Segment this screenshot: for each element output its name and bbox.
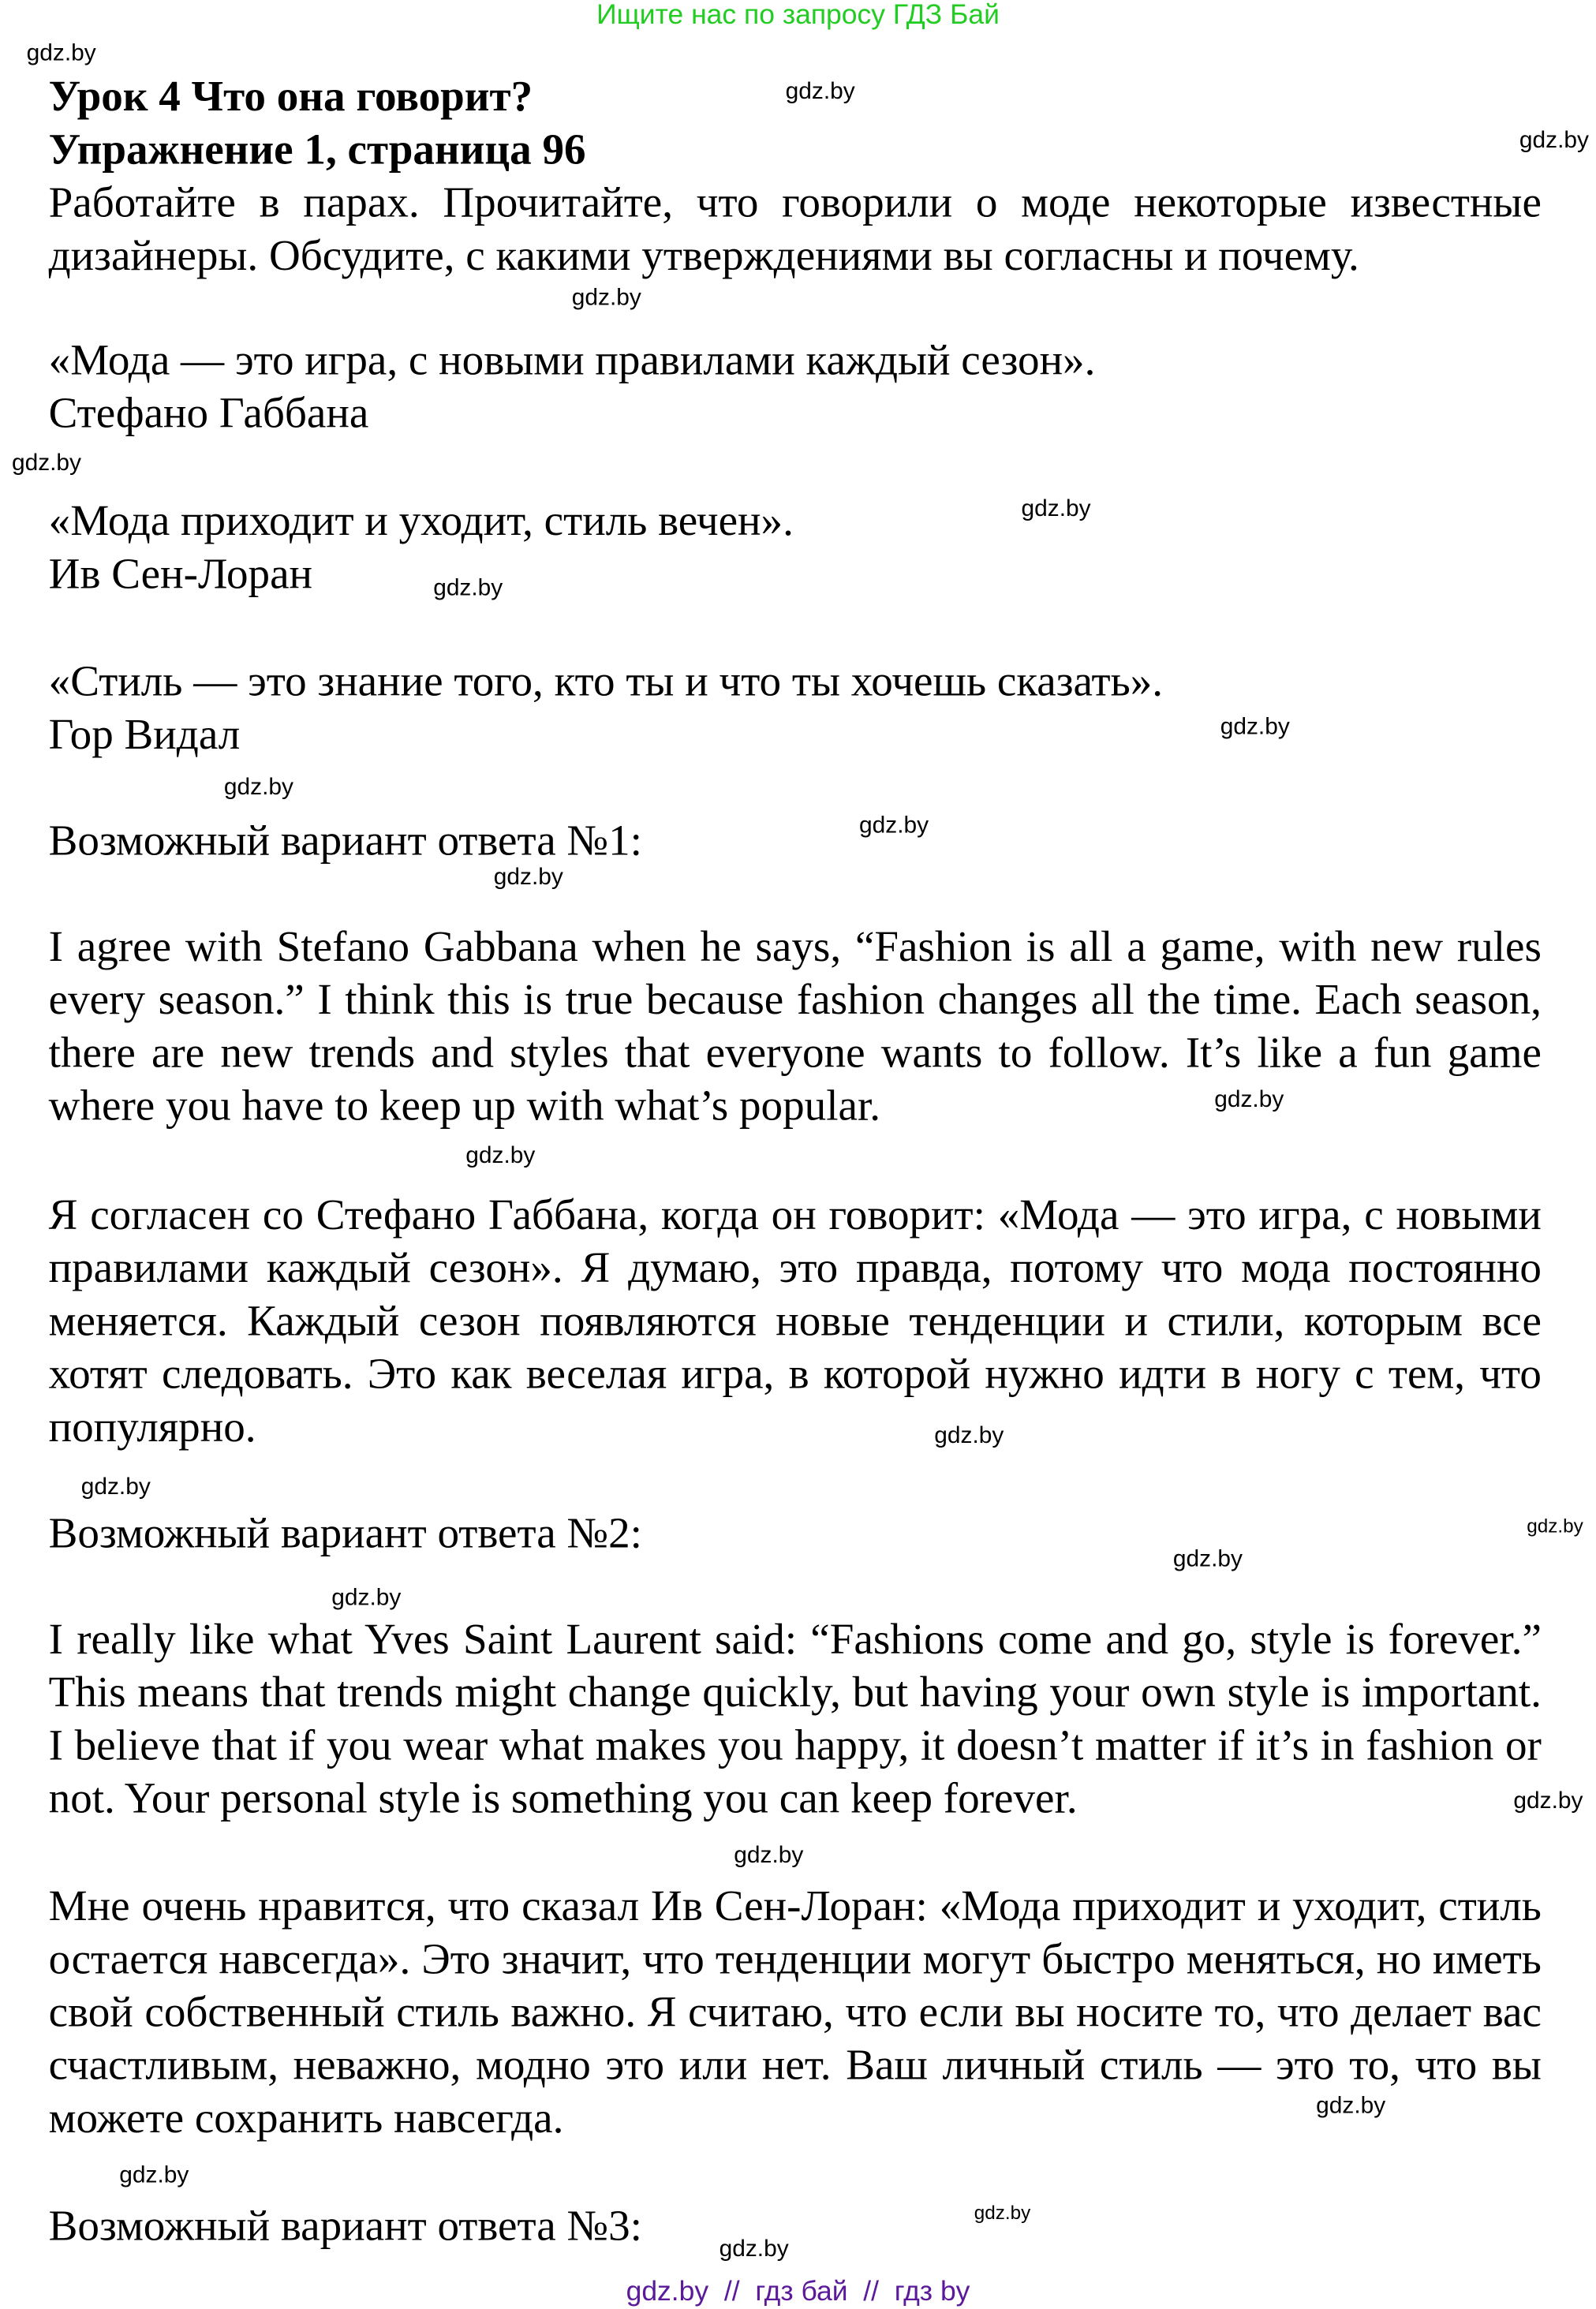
watermark: gdz.by <box>859 813 929 839</box>
watermark: gdz.by <box>1513 1788 1583 1814</box>
watermark: gdz.by <box>11 450 82 476</box>
quote-1: «Мода — это игра, с новыми правилами каждый сезон». <box>48 337 1096 385</box>
watermark: gdz.by <box>465 1143 536 1169</box>
quote-2-author: Ив Сен-Лоран <box>48 551 313 599</box>
watermark: gdz.by <box>331 1585 402 1611</box>
watermark: gdz.by <box>719 2236 789 2262</box>
answer-1-heading: Возможный вариант ответа №1: <box>48 817 642 865</box>
watermark: gdz.by <box>1527 1515 1583 1537</box>
answer-1-english: I agree with Stefano Gabbana when he says, “Fashion is all a game, with new rules every season.” I think this is true because fashion changes all the time. Each season, there are new trends and styles that everyone wants to follow. It’s like a fun game where you have to keep up with what’s popular. <box>48 924 1542 1130</box>
watermark: gdz.by <box>934 1423 1004 1449</box>
task-text: Работайте в парах. Прочитайте, что говорили о моде некоторые известные дизайнеры. Обсудите, с какими утверждениями вы согласны и почему. <box>48 179 1542 280</box>
quote-2: «Мода приходит и уходит, стиль вечен». <box>48 498 794 546</box>
answer-3-heading: Возможный вариант ответа №3: <box>48 2203 642 2251</box>
quote-3-author: Гор Видал <box>48 712 241 760</box>
exercise-title: Упражнение 1, страница 96 <box>48 126 586 174</box>
answer-1-russian: Я согласен со Стефано Габбана, когда он говорит: «Мода — это игра, с новыми правилами каждый сезон». Я думаю, это правда, потому что мода постоянно меняется. Каждый сезон появляются новые тенденции и стили, которым все хотят следовать. Это как веселая игра, в которой нужно идти в ногу с тем, что популярно. <box>48 1192 1542 1452</box>
watermark: gdz.by <box>1172 1547 1243 1573</box>
watermark: gdz.by <box>1519 128 1589 154</box>
watermark: gdz.by <box>433 576 503 602</box>
watermark: gdz.by <box>493 865 563 891</box>
watermark: gdz.by <box>119 2163 189 2188</box>
footer-links[interactable]: gdz.by // гдз бай // гдз by <box>626 2277 970 2308</box>
watermark: gdz.by <box>571 286 641 312</box>
watermark: gdz.by <box>974 2201 1031 2224</box>
quote-1-author: Стефано Габбана <box>48 390 369 438</box>
watermark: gdz.by <box>223 775 293 801</box>
answer-2-russian: Мне очень нравится, что сказал Ив Сен-Лоран: «Мода приходит и уходит, стиль остается навсегда». Это значит, что тенденции могут быстро меняться, но иметь свой собственный стиль важно. Я считаю, что если вы носите то, что делает вас счастливым, неважно, модно это или нет. Ваш личный стиль — это то, что вы можете сохранить навсегда. <box>48 1883 1542 2143</box>
watermark: gdz.by <box>80 1474 151 1500</box>
lesson-title: Урок 4 Что она говорит? <box>48 73 533 121</box>
watermark: gdz.by <box>1214 1087 1284 1113</box>
quote-3: «Стиль — это знание того, кто ты и что ты хочешь сказать». <box>48 658 1164 706</box>
answer-2-english: I really like what Yves Saint Laurent said: “Fashions come and go, style is forever.” This means that trends might change quickly, but having your own style is important. I believe that if you wear what makes you happy, it doesn’t matter if it’s in fashion or not. Your personal style is something you can keep forever. <box>48 1616 1542 1823</box>
watermark: gdz.by <box>1021 496 1091 522</box>
watermark: gdz.by <box>1220 714 1290 740</box>
watermark: gdz.by <box>26 41 96 67</box>
answer-2-heading: Возможный вариант ответа №2: <box>48 1510 642 1558</box>
watermark: gdz.by <box>734 1843 804 1869</box>
watermark: gdz.by <box>785 79 855 105</box>
watermark: gdz.by <box>1316 2094 1386 2120</box>
search-banner: Ищите нас по запросу ГДЗ Бай <box>596 0 1000 32</box>
